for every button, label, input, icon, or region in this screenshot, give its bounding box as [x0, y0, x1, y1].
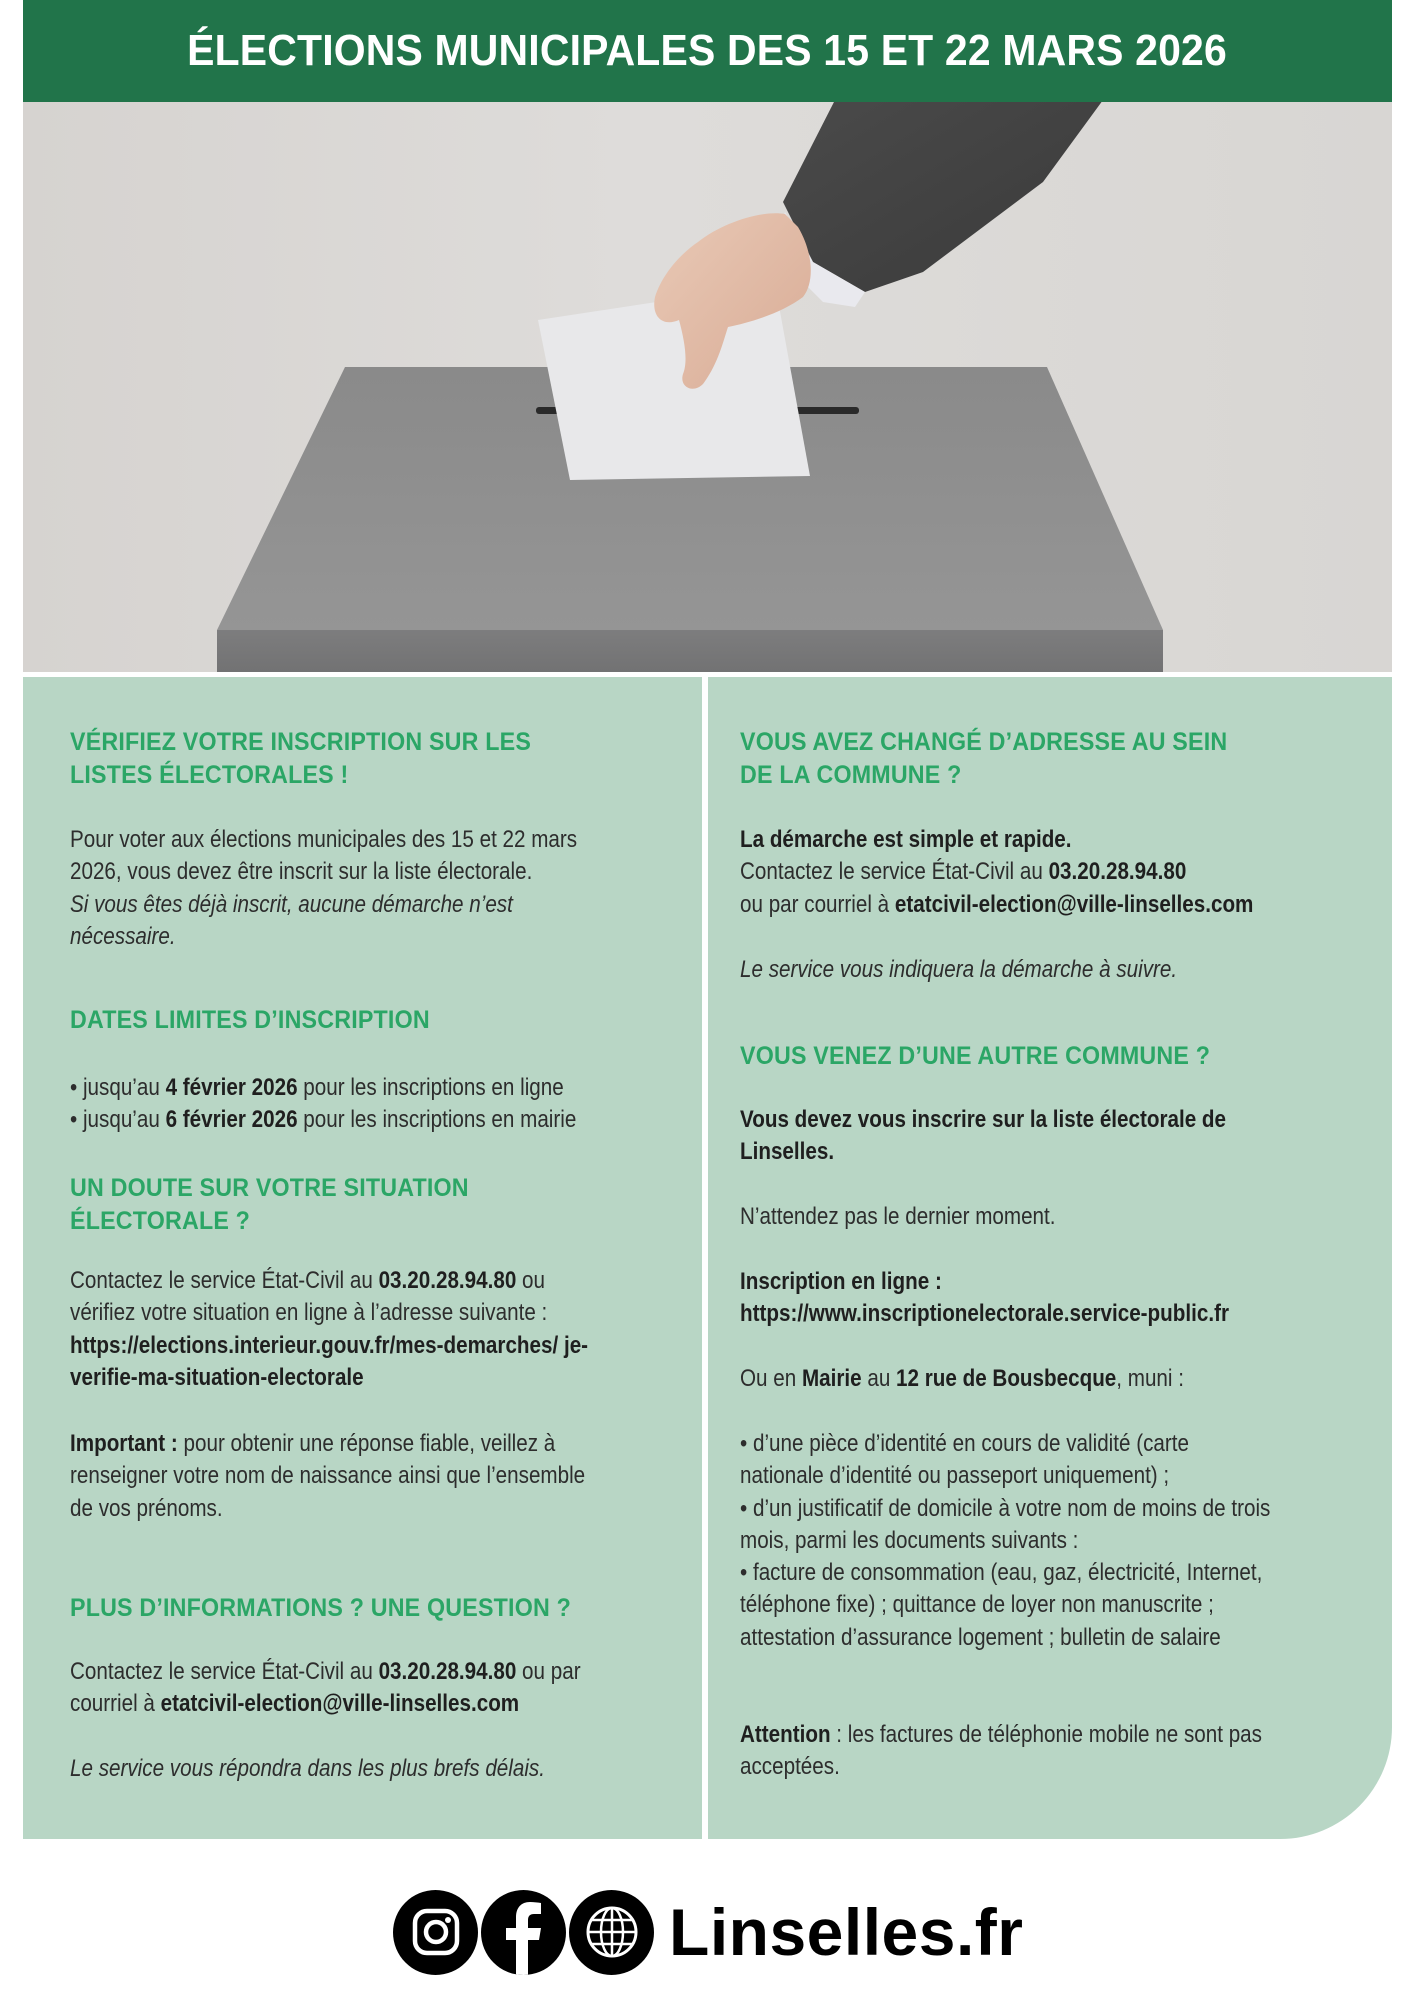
heading-verify-registration	[70, 726, 531, 791]
elections-url-link[interactable]: verifie-ma-situation-electorale	[70, 1363, 364, 1391]
important-line	[70, 1428, 585, 1460]
important-text: de vos prénoms.	[70, 1494, 223, 1522]
address-change-text	[740, 824, 1253, 921]
mairie-address: 12 rue de Bousbecque	[896, 1365, 1117, 1392]
heading-address-change	[740, 726, 1227, 791]
contact-suffix: ou par	[516, 1658, 581, 1685]
globe-icon[interactable]	[569, 1890, 654, 1975]
paragraph-line: Pour voter aux élections municipales des 15 et 22 mars	[70, 826, 578, 853]
heading-line: VOUS AVEZ CHANGÉ D’ADRESSE AU SEIN	[740, 728, 1228, 756]
online-registration	[740, 1266, 1229, 1331]
title-banner	[23, 0, 1392, 102]
attention-note	[740, 1719, 1262, 1784]
attention-text: acceptées.	[740, 1753, 840, 1781]
document-line: attestation d’assurance logement ; bulletin de salaire	[740, 1623, 1221, 1651]
heading-doubt-situation	[70, 1172, 469, 1237]
ballot-illustration	[23, 102, 1392, 672]
response-note: Le service vous répondra dans les plus brefs délais.	[70, 1755, 545, 1782]
deadline-date: 6 février 2026	[165, 1106, 298, 1134]
website-link[interactable]: Linselles.fr	[669, 1895, 1024, 1969]
contact-line	[70, 1656, 581, 1688]
instagram-icon[interactable]	[393, 1890, 478, 1975]
required-documents-list	[740, 1428, 1270, 1654]
footer	[393, 1888, 1023, 1976]
important-text: pour obtenir une réponse fiable, veillez à	[177, 1430, 556, 1457]
heading-line: UN DOUTE SUR VOTRE SITUATION	[70, 1174, 469, 1202]
deadline-prefix: • jusqu’au	[70, 1074, 166, 1101]
deadline-date: 4 février 2026	[165, 1074, 298, 1101]
phone-number[interactable]: 03.20.28.94.80	[378, 1267, 517, 1294]
phone-number[interactable]: 03.20.28.94.80	[1048, 858, 1187, 886]
contact-prefix: Contactez le service État-Civil au	[70, 1658, 379, 1685]
important-note	[70, 1428, 585, 1525]
paragraph-line: 2026, vous devez être inscrit sur la liste électorale.	[70, 858, 533, 886]
facebook-icon[interactable]	[481, 1890, 566, 1975]
deadlines-list	[70, 1072, 576, 1137]
verify-registration-text	[70, 824, 577, 953]
document-line: téléphone fixe) ; quittance de loyer non manuscrite ;	[740, 1591, 1214, 1619]
important-label: Important :	[70, 1430, 178, 1457]
mairie-label: Mairie	[801, 1365, 862, 1392]
deadline-suffix: pour les inscriptions en mairie	[297, 1106, 577, 1134]
email-line	[70, 1688, 581, 1720]
online-label: Inscription en ligne :	[740, 1268, 942, 1295]
contact-suffix: ou	[516, 1267, 546, 1294]
mairie-line	[740, 1363, 1184, 1395]
document-line: nationale d’identité ou passeport uniquement) ;	[740, 1462, 1170, 1490]
email-link[interactable]: etatcivil-election@ville-linselles.com	[894, 890, 1254, 918]
paragraph-line: vérifiez votre situation en ligne à l’adresse suivante :	[70, 1299, 548, 1327]
mairie-suffix: , muni :	[1116, 1365, 1184, 1392]
ballot-box-photo	[23, 102, 1392, 672]
contact-prefix: Contactez le service État-Civil au	[740, 858, 1049, 886]
attention-line	[740, 1719, 1262, 1751]
reminder-text: N’attendez pas le dernier moment.	[740, 1203, 1056, 1230]
email-prefix: ou par courriel à	[740, 890, 895, 918]
contact-line	[740, 856, 1253, 888]
attention-label: Attention	[740, 1721, 831, 1748]
bold-line: Linselles.	[740, 1138, 835, 1166]
deadline-prefix: • jusqu’au	[70, 1106, 166, 1134]
doubt-situation-text	[70, 1265, 588, 1394]
deadline-suffix: pour les inscriptions en ligne	[297, 1074, 564, 1101]
contact-line	[70, 1265, 588, 1297]
heading-deadlines: DATES LIMITES D’INSCRIPTION	[70, 1006, 430, 1034]
service-public-url-link[interactable]: https://www.inscriptionelectorale.service-public.fr	[740, 1300, 1229, 1328]
important-text: renseigner votre nom de naissance ainsi que l’ensemble	[70, 1462, 586, 1490]
must-register-text	[740, 1104, 1226, 1169]
heading-line: LISTES ÉLECTORALES !	[70, 760, 349, 789]
document-line: • d’une pièce d’identité en cours de validité (carte	[740, 1430, 1189, 1457]
bold-line: Vous devez vous inscrire sur la liste électorale de	[740, 1106, 1227, 1133]
attention-text: : les factures de téléphonie mobile ne sont pas	[830, 1721, 1262, 1748]
heading-line: ÉLECTORALE ?	[70, 1206, 251, 1235]
heading-more-info: PLUS D’INFORMATIONS ? UNE QUESTION ?	[70, 1594, 571, 1622]
heading-line: DE LA COMMUNE ?	[740, 760, 962, 789]
mairie-mid: au	[861, 1365, 897, 1392]
italic-note-line: nécessaire.	[70, 922, 176, 950]
contact-prefix: Contactez le service État-Civil au	[70, 1267, 379, 1294]
email-prefix: courriel à	[70, 1690, 161, 1718]
email-line	[740, 889, 1253, 921]
bold-intro: La démarche est simple et rapide.	[740, 826, 1072, 853]
document-line: • facture de consommation (eau, gaz, électricité, Internet,	[740, 1559, 1263, 1587]
heading-line: VÉRIFIEZ VOTRE INSCRIPTION SUR LES	[70, 728, 532, 756]
deadline-online	[70, 1072, 576, 1104]
elections-url-link[interactable]: https://elections.interieur.gouv.fr/mes-demarches/ je-	[70, 1331, 589, 1359]
email-link[interactable]: etatcivil-election@ville-linselles.com	[160, 1690, 520, 1718]
italic-note-line: Si vous êtes déjà inscrit, aucune démarche n’est	[70, 890, 513, 918]
phone-number[interactable]: 03.20.28.94.80	[378, 1658, 517, 1685]
heading-other-commune: VOUS VENEZ D’UNE AUTRE COMMUNE ?	[740, 1042, 1211, 1070]
document-line: • d’un justificatif de domicile à votre nom de moins de trois	[740, 1494, 1271, 1522]
mairie-prefix: Ou en	[740, 1365, 802, 1392]
deadline-mairie	[70, 1104, 576, 1136]
document-line: mois, parmi les documents suivants :	[740, 1526, 1079, 1554]
service-note: Le service vous indiquera la démarche à suivre.	[740, 956, 1178, 983]
more-info-text	[70, 1656, 581, 1721]
page-title: ÉLECTIONS MUNICIPALES DES 15 ET 22 MARS 2026	[187, 26, 1228, 75]
